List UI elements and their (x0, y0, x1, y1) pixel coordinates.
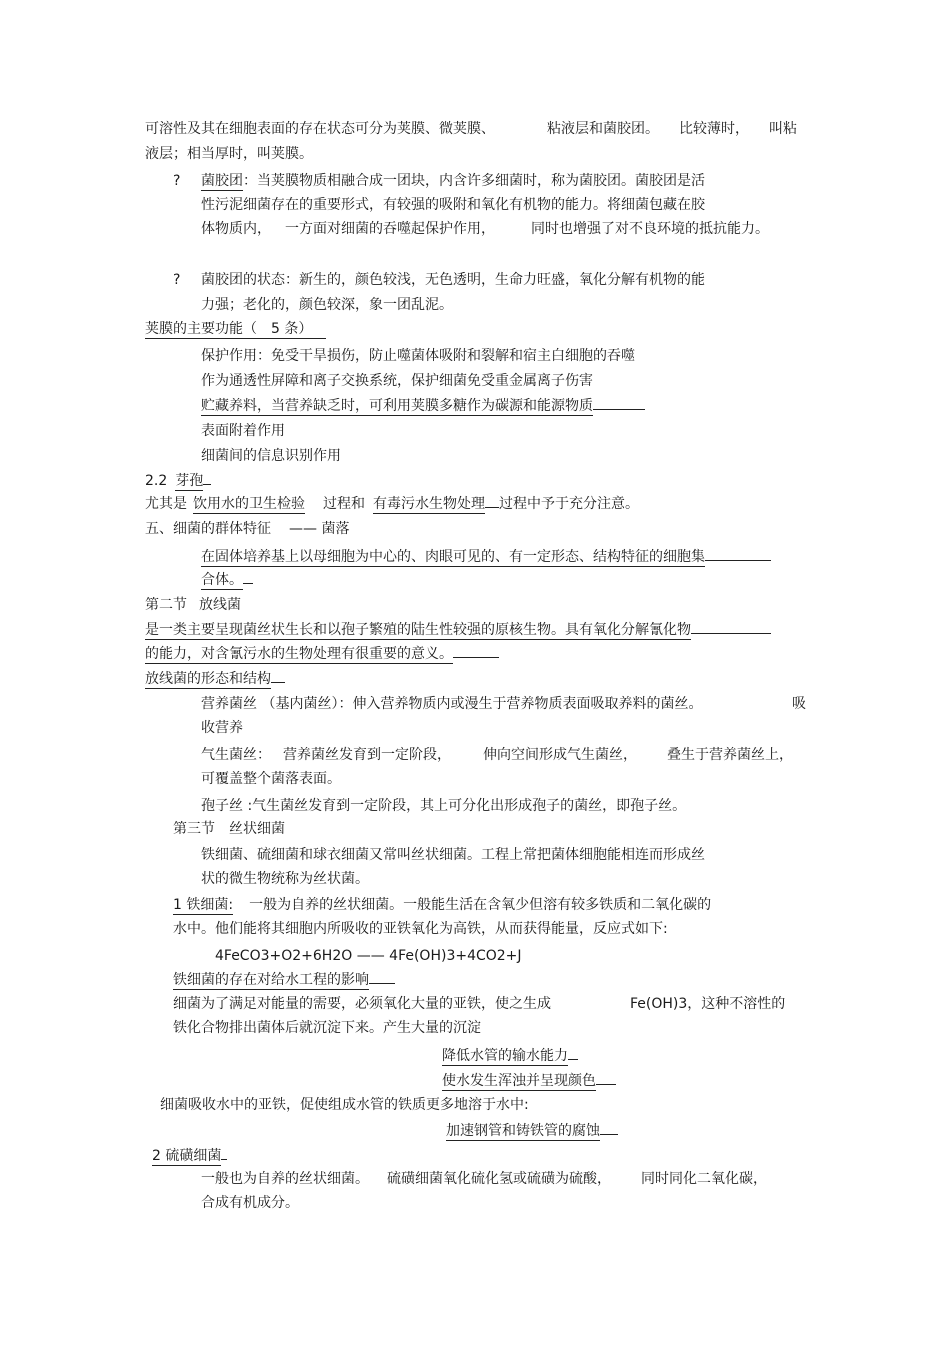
section-heading (145, 470, 211, 491)
paragraph-line: 收营养 (201, 720, 243, 736)
paragraph-line: 尤其是 饮用水的卫生检验 过程和 有毒污水生物处理 过程中予于充分注意。 (145, 493, 639, 514)
subsection-title: 铁细菌的存在对给水工程的影响 (173, 969, 395, 990)
bullet-marker: ? (173, 272, 181, 288)
functions-title: 荚膜的主要功能（ 5 条） (145, 321, 326, 339)
paragraph-line: 在固体培养基上以母细胞为中心的、肉眼可见的、有一定形态、结构特征的细胞集 (201, 546, 771, 567)
list-item: 表面附着作用 (201, 423, 285, 439)
list-item: 保护作用：免受干旱损伤，防止噬菌体吸附和裂解和宿主白细胞的吞噬 (201, 348, 635, 364)
paragraph-line: Fe(OH)3，这种不溶性的 (630, 996, 786, 1012)
paragraph-line: 性污泥细菌存在的重要形式，有较强的吸附和氧化有机物的能力。将细菌包藏在胶 (201, 197, 705, 213)
text-run: 比较薄时， (679, 121, 749, 137)
text-run: 粘液层和菌胶团。 (547, 121, 659, 137)
highlight-term: 饮用水的卫生检验 (193, 496, 305, 512)
section-heading: 第三节 丝状细菌 (173, 821, 285, 837)
subsection-title: 2 硫磺细菌 (152, 1145, 227, 1166)
section-title: 芽孢 (175, 473, 204, 489)
effect-item: 加速钢管和铸铁管的腐蚀 (446, 1120, 618, 1141)
section-heading: 五、细菌的群体特征 —— 菌落 (145, 521, 350, 537)
section-number: 2.2 (145, 473, 168, 489)
chemical-equation: 4FeCO3+O2+6H2O —— 4Fe(OH)3+4CO2+J (215, 948, 522, 964)
bullet-marker: ? (173, 173, 181, 189)
text-run: 可溶性及其在细胞表面的存在状态可分为荚膜、微荚膜、 (145, 121, 495, 137)
section-heading: 第二节 放线菌 (145, 597, 241, 613)
paragraph-line: 细菌吸收水中的亚铁，促使组成水管的铁质更多地溶于水中: (160, 1097, 529, 1113)
text-run: 体物质内， (201, 221, 271, 237)
list-item: 贮藏养料，当营养缺乏时，可利用荚膜多糖作为碳源和能源物质 (201, 395, 645, 416)
paragraph-line (145, 119, 797, 139)
section-heading: 放线菌的形态和结构 (145, 668, 285, 689)
subsection-title: 1 铁细菌: (173, 897, 234, 913)
effect-item: 降低水管的输水能力 (442, 1045, 578, 1066)
paragraph-line: 铁化合物排出菌体后就沉淀下来。产生大量的沉淀 (173, 1020, 481, 1036)
paragraph-line: 铁细菌、硫细菌和球衣细菌又常叫丝状细菌。工程上常把菌体细胞能相连而形成丝 (201, 847, 705, 863)
paragraph-line: 1 铁细菌: 一般为自养的丝状细菌。一般能生活在含氧少但溶有较多铁质和二氧化碳的 (173, 897, 712, 913)
paragraph-line (201, 219, 769, 239)
highlight-term: 有毒污水生物处理 (373, 496, 485, 512)
paragraph-line: 菌胶团的状态：新生的，颜色较浅，无色透明，生命力旺盛，氧化分解有机物的能 (201, 272, 705, 288)
paragraph-line: 状的微生物统称为丝状菌。 (201, 871, 369, 887)
section-heading (145, 319, 326, 339)
zoogloea-term: 菌胶团 (201, 173, 243, 189)
paragraph-line: 一般也为自养的丝状细菌。 硫磺细菌氧化硫化氢或硫磺为硫酸， 同时同化二氧化碳， (201, 1171, 767, 1187)
text-run: 叫粘 (769, 121, 797, 137)
paragraph-line: 的能力，对含氰污水的生物处理有很重要的意义。 (145, 643, 499, 664)
paragraph-line: 力强；老化的，颜色较深，象一团乱泥。 (201, 297, 453, 313)
list-item: 细菌间的信息识别作用 (201, 448, 341, 464)
paragraph-line: 合体。 (201, 569, 253, 590)
text-run: ：当荚膜物质相融合成一团块，内含许多细菌时，称为菌胶团。菌胶团是活 (243, 173, 705, 189)
paragraph-line: 营养菌丝 （基内菌丝）：伸入营养物质内或漫生于营养物质表面吸取养料的菌丝。 (201, 696, 703, 712)
paragraph-line: 细菌为了满足对能量的需要，必须氧化大量的亚铁，使之生成 (173, 996, 551, 1012)
paragraph-line: 吸 (792, 696, 806, 712)
paragraph-line: 可覆盖整个菌落表面。 (201, 771, 341, 787)
paragraph-line: 孢子丝 :气生菌丝发育到一定阶段，其上可分化出形成孢子的菌丝，即孢子丝。 (201, 798, 687, 814)
list-item: 作为通透性屏障和离子交换系统，保护细菌免受重金属离子伤害 (201, 373, 593, 389)
text-run: 同时也增强了对不良环境的抵抗能力。 (531, 221, 769, 237)
paragraph-line (201, 171, 705, 191)
text-run: 一方面对细菌的吞噬起保护作用， (285, 221, 495, 237)
paragraph-line: 水中。他们能将其细胞内所吸收的亚铁氧化为高铁，从而获得能量，反应式如下: (173, 921, 668, 937)
paragraph-line: 合成有机成分。 (201, 1195, 299, 1211)
paragraph-line: 是一类主要呈现菌丝状生长和以孢子繁殖的陆生性较强的原核生物。具有氧化分解氰化物 (145, 619, 771, 640)
effect-item: 使水发生浑浊并呈现颜色 (442, 1070, 616, 1091)
paragraph-line: 气生菌丝： 营养菌丝发育到一定阶段， 伸向空间形成气生菌丝， 叠生于营养菌丝上， (201, 747, 793, 763)
paragraph-line: 液层；相当厚时，叫荚膜。 (145, 146, 313, 162)
